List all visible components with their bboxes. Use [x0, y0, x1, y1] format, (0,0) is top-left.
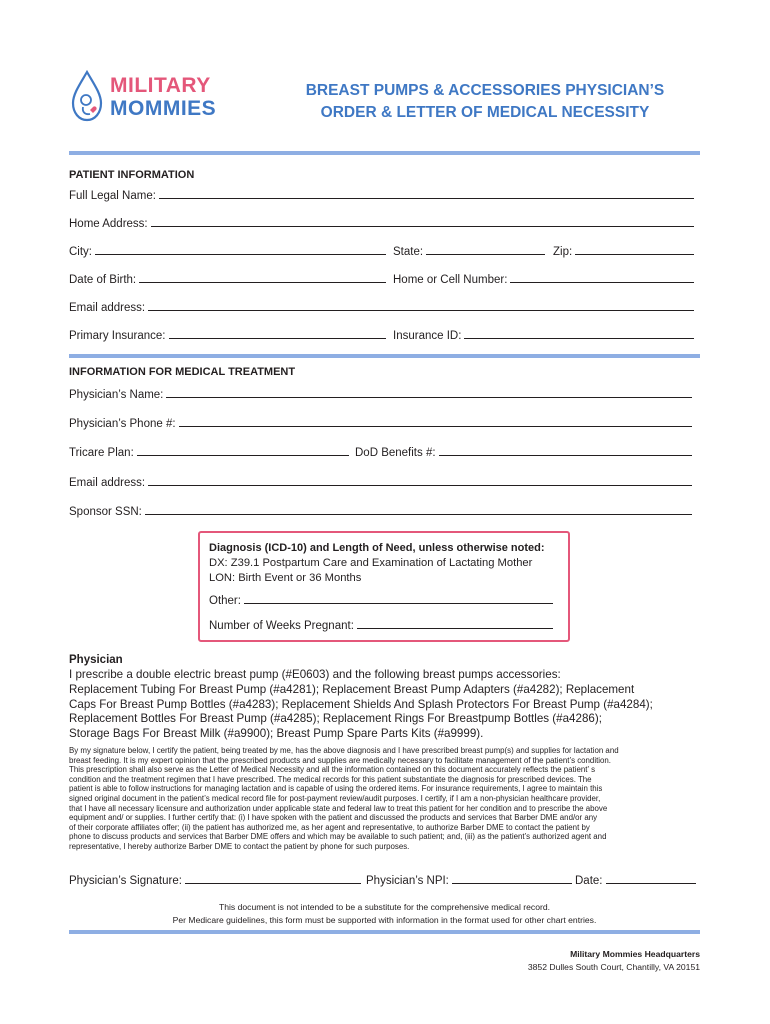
- patient-info-heading: PATIENT INFORMATION: [69, 169, 195, 181]
- diagnosis-lon: LON: Birth Event or 36 Months: [209, 572, 362, 584]
- weeks-pregnant-label: Number of Weeks Pregnant:: [209, 620, 354, 632]
- logo: [70, 70, 240, 128]
- weeks-pregnant-field[interactable]: [209, 620, 553, 632]
- certification-line: representative, I hereby authorize Barber DME to contact the patient by phone for such purposes.: [69, 841, 410, 851]
- zip-field[interactable]: [553, 246, 694, 258]
- full-name-label: Full Legal Name:: [69, 190, 156, 202]
- prescription-line: Replacement Tubing For Breast Pump (#a4281); Replacement Breast Pump Adapters (#a4282); Replacement: [69, 682, 635, 696]
- physician-phone-field[interactable]: [69, 418, 692, 430]
- prescription-line: Storage Bags For Breast Milk (#a9900); Breast Pump Spare Parts Kits (#a9999).: [69, 727, 484, 741]
- state-field[interactable]: [393, 246, 545, 258]
- npi-label: Physician’s NPI:: [366, 875, 449, 887]
- signature-field[interactable]: [69, 875, 361, 887]
- divider: [69, 930, 700, 934]
- certification-line: By my signature below, I certify the patient, being treated by me, has the above diagnosis and I have prescribed breast pump(s) and supplies for lactation and: [69, 746, 619, 755]
- logo-line1: MILITARY: [110, 74, 211, 97]
- tricare-plan-field[interactable]: [69, 447, 349, 459]
- divider: [69, 354, 700, 358]
- hq-name: Military Mommies Headquarters: [570, 949, 700, 959]
- npi-field[interactable]: [366, 875, 572, 887]
- other-field[interactable]: [209, 595, 553, 607]
- insurance-field[interactable]: [69, 330, 386, 342]
- full-name-field[interactable]: [69, 190, 694, 202]
- medical-email-field[interactable]: [69, 477, 692, 489]
- city-label: City:: [69, 246, 92, 258]
- certification-line: phone to discuss products and services that Barber DME offers and which may be available to such patient; and, (iii) as the patient’s authorized agent and: [69, 832, 607, 842]
- certification-line: that I have all necessary licensure and authorization under applicable state and federal law to treat this patient for her condition and to prescribe the above: [69, 803, 608, 813]
- medical-info-heading: INFORMATION FOR MEDICAL TREATMENT: [69, 366, 296, 378]
- phone-label: Home or Cell Number:: [393, 274, 508, 286]
- certification-line: equipment and/ or supplies. I further certify that: (i) I have spoken with the patient and discussed the products and services that Barber DME and/or any: [69, 813, 598, 823]
- tricare-plan-label: Tricare Plan:: [69, 447, 134, 459]
- mother-baby-drop-icon: [70, 70, 104, 122]
- insurance-id-field[interactable]: [393, 330, 694, 342]
- home-address-field[interactable]: [69, 218, 694, 230]
- prescription-line: Caps For Breast Pump Bottles (#a4283); Replacement Shields And Splash Protectors For Breast Pump (#a4284);: [69, 697, 653, 711]
- form-title-line1: BREAST PUMPS & ACCESSORIES PHYSICIAN’S: [305, 82, 665, 99]
- logo-line2: MOMMIES: [110, 97, 217, 120]
- diagnosis-heading: Diagnosis (ICD-10) and Length of Need, unless otherwise noted:: [209, 542, 545, 554]
- diagnosis-box: [198, 531, 570, 642]
- signature-label: Physician’s Signature:: [69, 875, 182, 887]
- certification-line: of their corporate affiliates offer; (ii) the patient has authorized me, as her agent and representative, to authorize Barber DME to contact the patient by: [69, 822, 590, 832]
- home-address-label: Home Address:: [69, 218, 148, 230]
- phone-field[interactable]: [393, 274, 694, 286]
- medical-email-label: Email address:: [69, 477, 146, 489]
- city-field[interactable]: [69, 246, 386, 258]
- hq-address: 3852 Dulles South Court, Chantilly, VA 20151: [527, 962, 700, 972]
- zip-label: Zip:: [553, 246, 573, 258]
- dod-benefits-label: DoD Benefits #:: [355, 447, 436, 459]
- sponsor-ssn-label: Sponsor SSN:: [69, 506, 142, 518]
- patient-email-field[interactable]: [69, 302, 694, 314]
- dod-benefits-field[interactable]: [355, 447, 692, 459]
- divider: [69, 151, 700, 155]
- state-label: State:: [393, 246, 424, 258]
- physician-name-field[interactable]: [69, 389, 692, 401]
- form-title-line2: ORDER & LETTER OF MEDICAL NECESSITY: [320, 104, 650, 121]
- sponsor-ssn-field[interactable]: [69, 506, 692, 518]
- insurance-id-label: Insurance ID:: [393, 330, 462, 342]
- certification-line: signed original document in the patient’s medical record file for post-payment review/audit purposes. I certify, if I am a non-physician healthcare provider,: [69, 793, 601, 803]
- diagnosis-dx: DX: Z39.1 Postpartum Care and Examination of Lactating Mother: [209, 557, 533, 569]
- certification-line: breast feeding. It is my expert opinion that the prescribed products and supplies are medically necessary to facilitate management of the patient’s condition.: [69, 755, 611, 765]
- prescription-text: [69, 668, 709, 742]
- date-field[interactable]: [575, 875, 696, 887]
- insurance-label: Primary Insurance:: [69, 330, 166, 342]
- certification-text: [69, 746, 709, 852]
- prescription-line: Replacement Bottles For Breast Pump (#a4285); Replacement Rings For Breastpump Bottles (#a4286);: [69, 712, 602, 726]
- certification-line: patient is able to follow instructions for managing lactation and is capable of using the ordered items. For insurance requirements, I agree to maintain this: [69, 784, 603, 794]
- footer-note-2: Per Medicare guidelines, this form must be supported with information in the format used for other chart entries.: [172, 915, 597, 925]
- other-label: Other:: [209, 595, 241, 607]
- physician-heading: Physician: [69, 654, 123, 666]
- certification-line: condition and the treatment regimen that I have prescribed. The medical records for this patient substantiate the diagnosis for prescribed devices. The: [69, 774, 592, 784]
- patient-email-label: Email address:: [69, 302, 146, 314]
- footer-note-1: This document is not intended to be a substitute for the comprehensive medical record.: [218, 902, 551, 912]
- dob-field[interactable]: [69, 274, 386, 286]
- date-label: Date:: [575, 875, 603, 887]
- prescription-line: I prescribe a double electric breast pump (#E0603) and the following breast pumps accessories:: [69, 668, 561, 681]
- physician-phone-label: Physician’s Phone #:: [69, 418, 176, 430]
- certification-line: This prescription shall also serve as the Letter of Medical Necessity and all the information contained on this document accurately reflects the patient’ s: [69, 765, 596, 775]
- dob-label: Date of Birth:: [69, 274, 137, 286]
- physician-name-label: Physician’s Name:: [69, 389, 164, 401]
